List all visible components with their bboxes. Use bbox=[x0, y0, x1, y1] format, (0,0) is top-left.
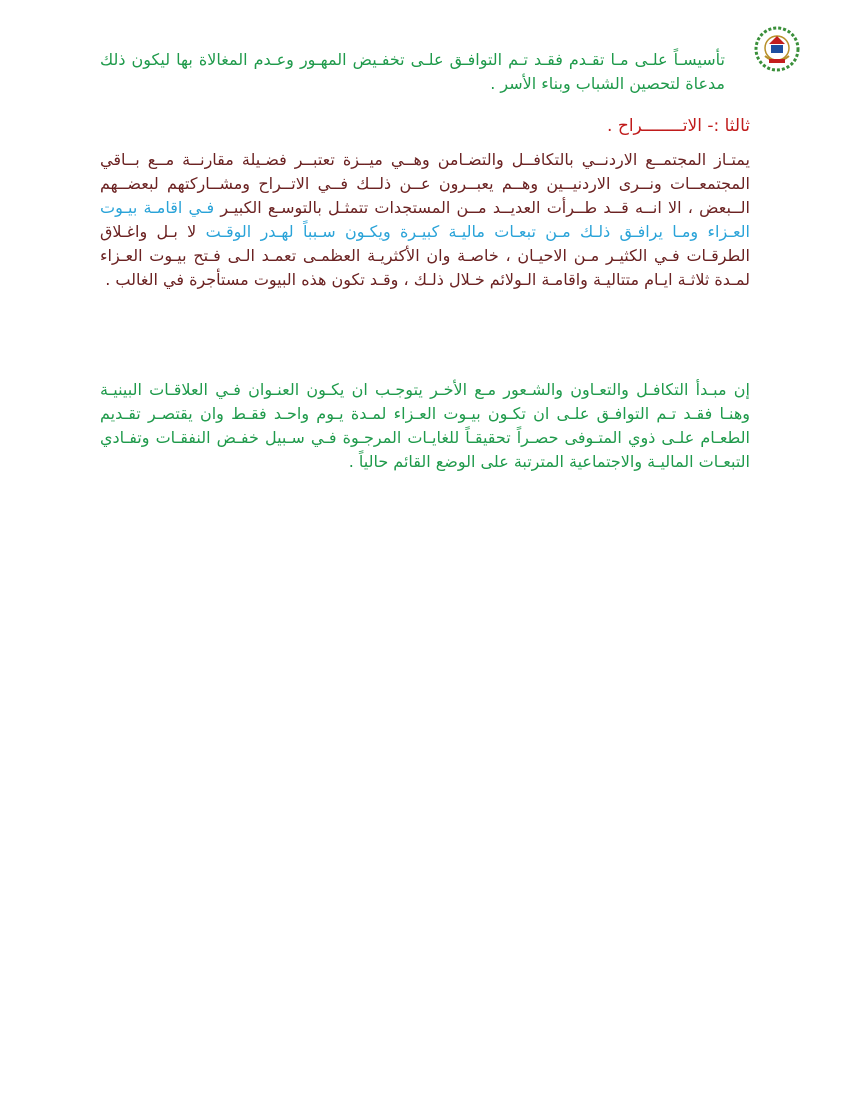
section-heading: ثالثا :- الاتــــــــراح . bbox=[607, 116, 750, 136]
body-paragraph-1 bbox=[100, 148, 750, 292]
jordan-coat-of-arms-icon bbox=[754, 26, 800, 72]
intro-text: تأسيسـاً علـى مـا تقـدم فقـد تـم التوافـق علـى تخفـيض المهـور وعـدم المغالاة بها ليكون ذلك مدعاة لتحصين الشباب وبناء الأسر . bbox=[100, 50, 725, 93]
body-paragraph-2 bbox=[100, 378, 750, 474]
paragraph-text: إن مبـدأ التكافـل والتعـاون والشـعور مـع الأخـر يتوجـب ان يكـون العنـوان فـي العلاقـات البينيـة وهنـا فقـد تـم التوافـق علـى ان تكـون بيـوت العـزاء لمـدة يـوم واحـد فقـط وان يقتصـر تقـديم الطعـام علـى ذوي المتـوفى حصـراً تحقيقـاً للغايـات المرجـوة فـي سـبيل خفـض النفقـات وتفـادي التبعـات الماليـة والاجتماعية المترتبة على الوضع القائم حالياً . bbox=[100, 380, 750, 471]
highlighted-text: فـي اقامـة بيـوت العـزاء ومـا يرافـق ذلـك مـن تبعـات ماليـة كبيـرة ويكـون سـبباً لهـدر الوقـت bbox=[100, 198, 751, 241]
intro-paragraph bbox=[100, 48, 725, 96]
paragraph-text: يمتـاز المجتمــع الاردنــي بالتكافــل والتضـامن وهــي ميــزة تعتبــر فضـيلة مقارنــة مــع بــاقي المجتمعــات ونــرى الاردنيــين وهــم يعبــرون عــن ذلــك فــي الاتــراح ومشــاركتهم لبعضــهم الــبعض ، الا انــه قــد طــرأت العديــد مــن المستجدات تتمثـل بالتوسـع الكبيـر bbox=[100, 150, 750, 217]
paragraph-text: لا بـل واغـلاق الطرقـات فـي الكثيـر مـن الاحيـان ، خاصـة وان الأكثريـة العظمـى تعمـد الـى فـتح بيـوت العـزاء لمـدة ثلاثـة ايـام متتاليـة واقامـة الـولائم خـلال ذلـك ، وقـد تكون هذه البيوت مستأجرة في الغالب . bbox=[100, 222, 750, 289]
